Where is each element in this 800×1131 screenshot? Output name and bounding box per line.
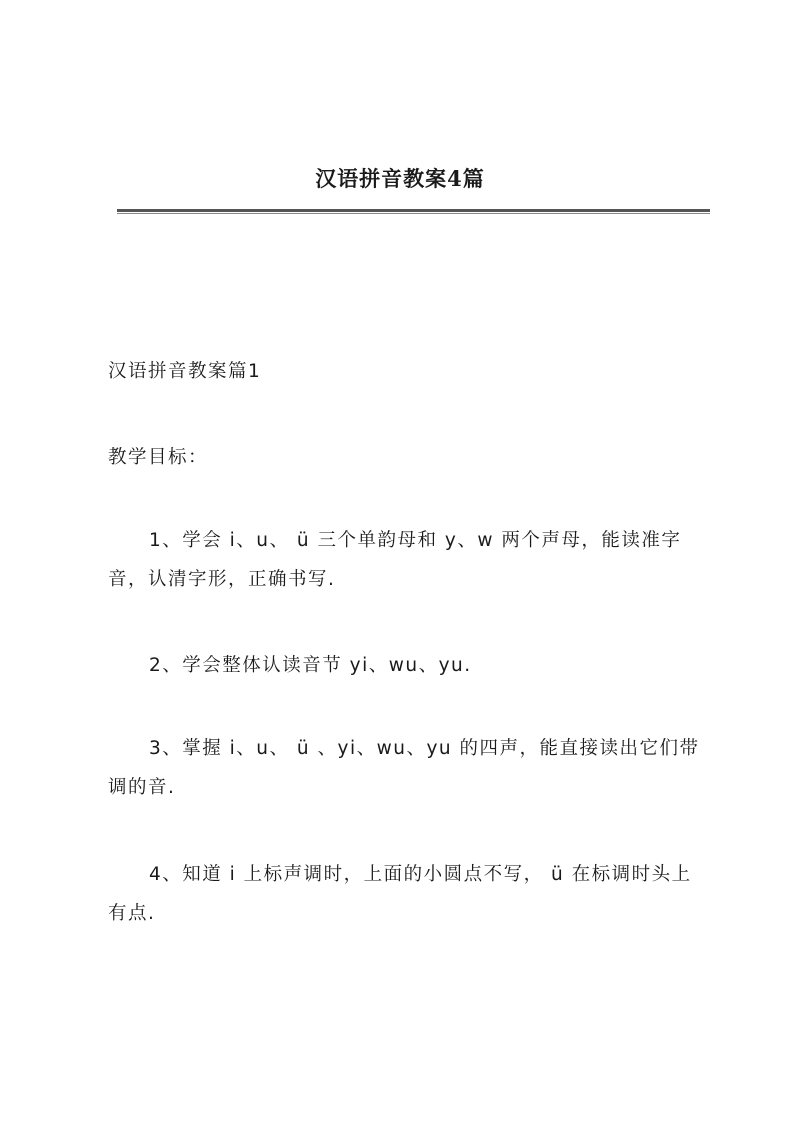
objective-item-1: 1、学会 i、u、 ü 三个单韵母和 y、w 两个声母，能读准字音，认清字形，正确书写. <box>108 530 682 590</box>
title-divider <box>117 209 710 212</box>
document-title: 汉语拼音教案4篇 <box>315 166 485 191</box>
section-heading: 汉语拼音教案篇1 <box>108 361 262 382</box>
objectives-label: 教学目标： <box>108 447 209 468</box>
objective-item-3: 3、掌握 i、u、 ü 、yi、wu、yu 的四声，能直接读出它们带调的音. <box>108 738 700 798</box>
objective-item-4: 4、知道 i 上标声调时，上面的小圆点不写， ü 在标调时头上有点. <box>108 864 692 924</box>
objective-item-2: 2、学会整体认读音节 yi、wu、yu. <box>149 655 472 676</box>
